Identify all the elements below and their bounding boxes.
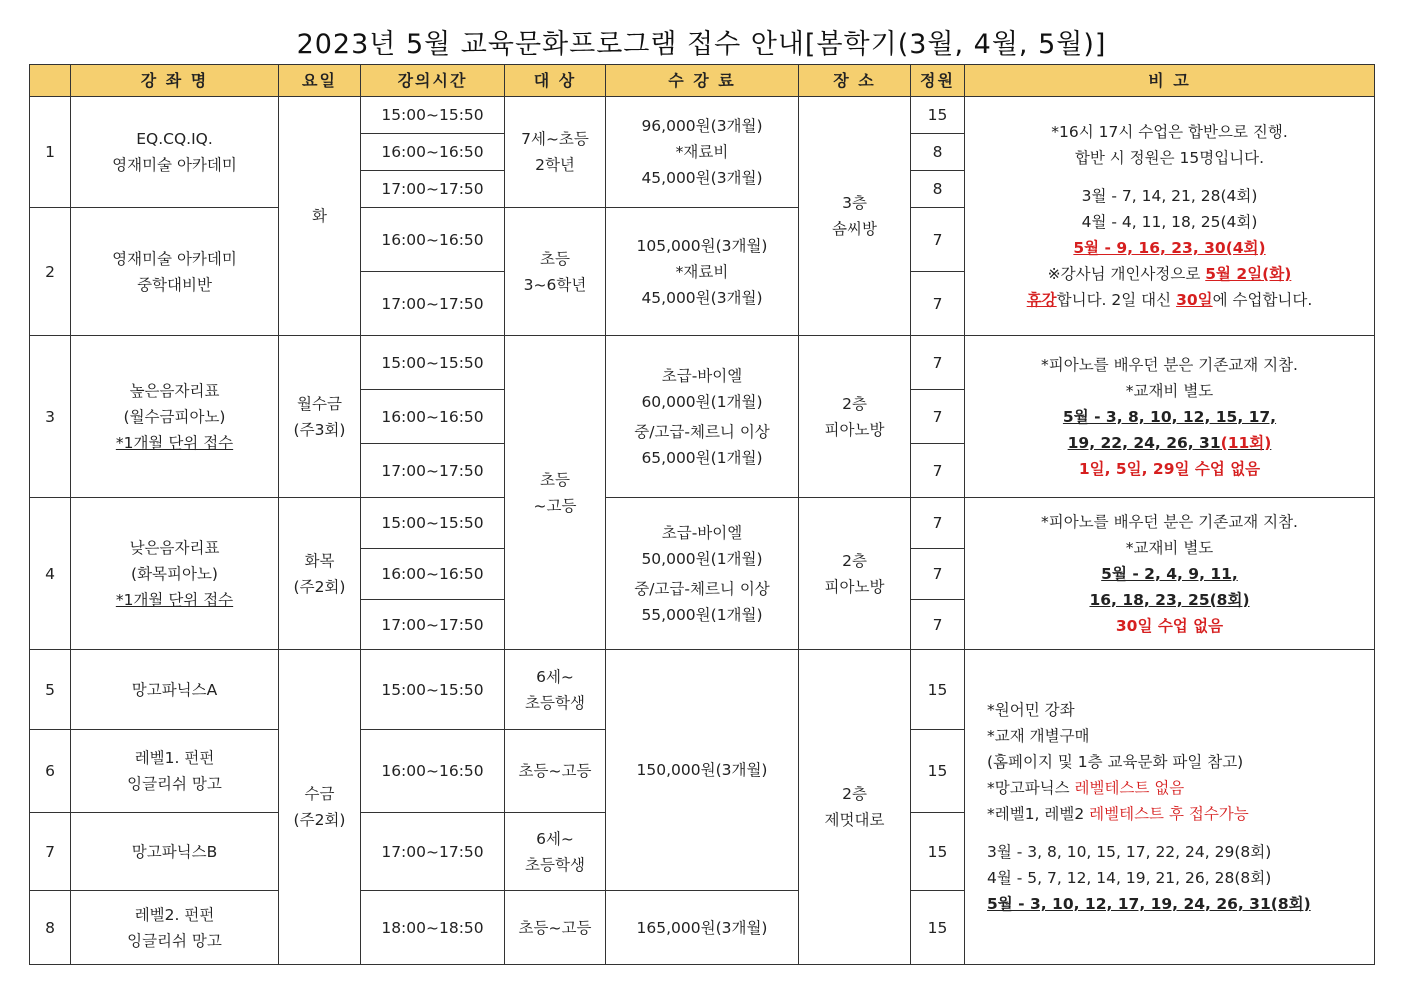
course-day: 화	[279, 97, 361, 336]
course-day: 월수금 (주3회)	[279, 336, 361, 498]
class-time: 16:00~16:50	[361, 208, 505, 272]
class-time: 17:00~17:50	[361, 272, 505, 336]
capacity: 15	[911, 97, 965, 134]
row-number: 4	[30, 498, 71, 650]
capacity: 7	[911, 336, 965, 390]
course-target: 초등~고등	[505, 730, 606, 813]
course-fee: 105,000원(3개월) *재료비 45,000원(3개월)	[606, 208, 799, 336]
course-fee: 초급-바이엘 50,000원(1개월) 중/고급-체르니 이상 55,000원(1개월)	[606, 498, 799, 650]
course-fee: 150,000원(3개월)	[606, 650, 799, 891]
header-no	[30, 65, 71, 97]
course-day: 화목 (주2회)	[279, 498, 361, 650]
table-row	[30, 97, 1375, 134]
capacity: 15	[911, 813, 965, 891]
row-number: 5	[30, 650, 71, 730]
notes-piano-mwf: *피아노를 배우던 분은 기존교재 지참. *교재비 별도 5월 - 3, 8, 10, 12, 15, 17, 19, 22, 24, 26, 31(11회) 1일, 5일, 29일 수업 없음	[965, 336, 1375, 498]
course-name: 망고파닉스B	[71, 813, 279, 891]
capacity: 7	[911, 444, 965, 498]
table-row	[30, 650, 1375, 730]
capacity: 15	[911, 650, 965, 730]
header-place: 장 소	[799, 65, 911, 97]
course-name: 레벨1. 펀펀 잉글리쉬 망고	[71, 730, 279, 813]
page-title: 2023년 5월 교육문화프로그램 접수 안내[봄학기(3월, 4월, 5월)]	[296, 29, 1107, 60]
row-number: 6	[30, 730, 71, 813]
notes-art: *16시 17시 수업은 합반으로 진행. 합반 시 정원은 15명입니다. 3월 - 7, 14, 21, 28(4회) 4월 - 4, 11, 18, 25(4회) 5월 - 9, 16, 23, 30(4회) ※강사님 개인사정으로 5월 2일(화) 휴강합니다. 2일 대신 30일에 수업합니다.	[965, 97, 1375, 336]
row-number: 8	[30, 891, 71, 965]
class-time: 17:00~17:50	[361, 600, 505, 650]
notes-english: *원어민 강좌 *교재 개별구매 (홈페이지 및 1층 교육문화 파일 참고) *망고파닉스 레벨테스트 없음 *레벨1, 레벨2 레벨테스트 후 접수가능 3월 - 3, 8, 10, 15, 17, 22, 24, 29(8회) 4월 - 5, 7, 12, 14, 19, 21, 26, 28(8회) 5월 - 3, 10, 12, 17, 19, 24, 26, 31(8회)	[965, 650, 1375, 965]
class-time: 16:00~16:50	[361, 134, 505, 171]
class-time: 17:00~17:50	[361, 171, 505, 208]
header-target: 대 상	[505, 65, 606, 97]
course-name: 영재미술 아카데미 중학대비반	[71, 208, 279, 336]
course-target: 6세~ 초등학생	[505, 813, 606, 891]
course-name: 높은음자리표 (월수금피아노) *1개월 단위 접수	[71, 336, 279, 498]
course-name: 낮은음자리표 (화목피아노) *1개월 단위 접수	[71, 498, 279, 650]
row-number: 2	[30, 208, 71, 336]
class-time: 17:00~17:50	[361, 444, 505, 498]
course-target: 7세~초등 2학년	[505, 97, 606, 208]
header-notes: 비 고	[965, 65, 1375, 97]
course-place: 2층 제멋대로	[799, 650, 911, 965]
table-row	[30, 498, 1375, 549]
course-place: 2층 피아노방	[799, 498, 911, 650]
course-name: 레벨2. 펀펀 잉글리쉬 망고	[71, 891, 279, 965]
capacity: 15	[911, 891, 965, 965]
class-time: 18:00~18:50	[361, 891, 505, 965]
course-name: 망고파닉스A	[71, 650, 279, 730]
capacity: 15	[911, 730, 965, 813]
row-number: 7	[30, 813, 71, 891]
class-time: 16:00~16:50	[361, 390, 505, 444]
header-fee: 수 강 료	[606, 65, 799, 97]
capacity: 7	[911, 208, 965, 272]
capacity: 8	[911, 171, 965, 208]
course-place: 2층 피아노방	[799, 336, 911, 498]
course-fee: 96,000원(3개월) *재료비 45,000원(3개월)	[606, 97, 799, 208]
course-target: 초등 ~고등	[505, 336, 606, 650]
capacity: 8	[911, 134, 965, 171]
capacity: 7	[911, 272, 965, 336]
capacity: 7	[911, 600, 965, 650]
class-time: 15:00~15:50	[361, 336, 505, 390]
class-time: 16:00~16:50	[361, 730, 505, 813]
class-time: 17:00~17:50	[361, 813, 505, 891]
course-target: 초등 3~6학년	[505, 208, 606, 336]
row-number: 3	[30, 336, 71, 498]
capacity: 7	[911, 390, 965, 444]
row-number: 1	[30, 97, 71, 208]
notes-piano-tt: *피아노를 배우던 분은 기존교재 지참. *교재비 별도 5월 - 2, 4, 9, 11, 16, 18, 23, 25(8회) 30일 수업 없음	[965, 498, 1375, 650]
table-row	[30, 336, 1375, 390]
course-target: 초등~고등	[505, 891, 606, 965]
header-row	[30, 65, 1375, 97]
header-day: 요일	[279, 65, 361, 97]
course-target: 6세~ 초등학생	[505, 650, 606, 730]
class-time: 16:00~16:50	[361, 549, 505, 600]
course-place: 3층 솜씨방	[799, 97, 911, 336]
course-fee: 초급-바이엘 60,000원(1개월) 중/고급-체르니 이상 65,000원(1개월)	[606, 336, 799, 498]
capacity: 7	[911, 549, 965, 600]
header-capacity: 정원	[911, 65, 965, 97]
course-name: EQ.CQ.IQ. 영재미술 아카데미	[71, 97, 279, 208]
class-time: 15:00~15:50	[361, 498, 505, 549]
class-time: 15:00~15:50	[361, 97, 505, 134]
class-time: 15:00~15:50	[361, 650, 505, 730]
program-table	[29, 64, 1375, 965]
capacity: 7	[911, 498, 965, 549]
course-fee: 165,000원(3개월)	[606, 891, 799, 965]
header-course-name: 강 좌 명	[71, 65, 279, 97]
header-time: 강의시간	[361, 65, 505, 97]
course-day: 수금 (주2회)	[279, 650, 361, 965]
